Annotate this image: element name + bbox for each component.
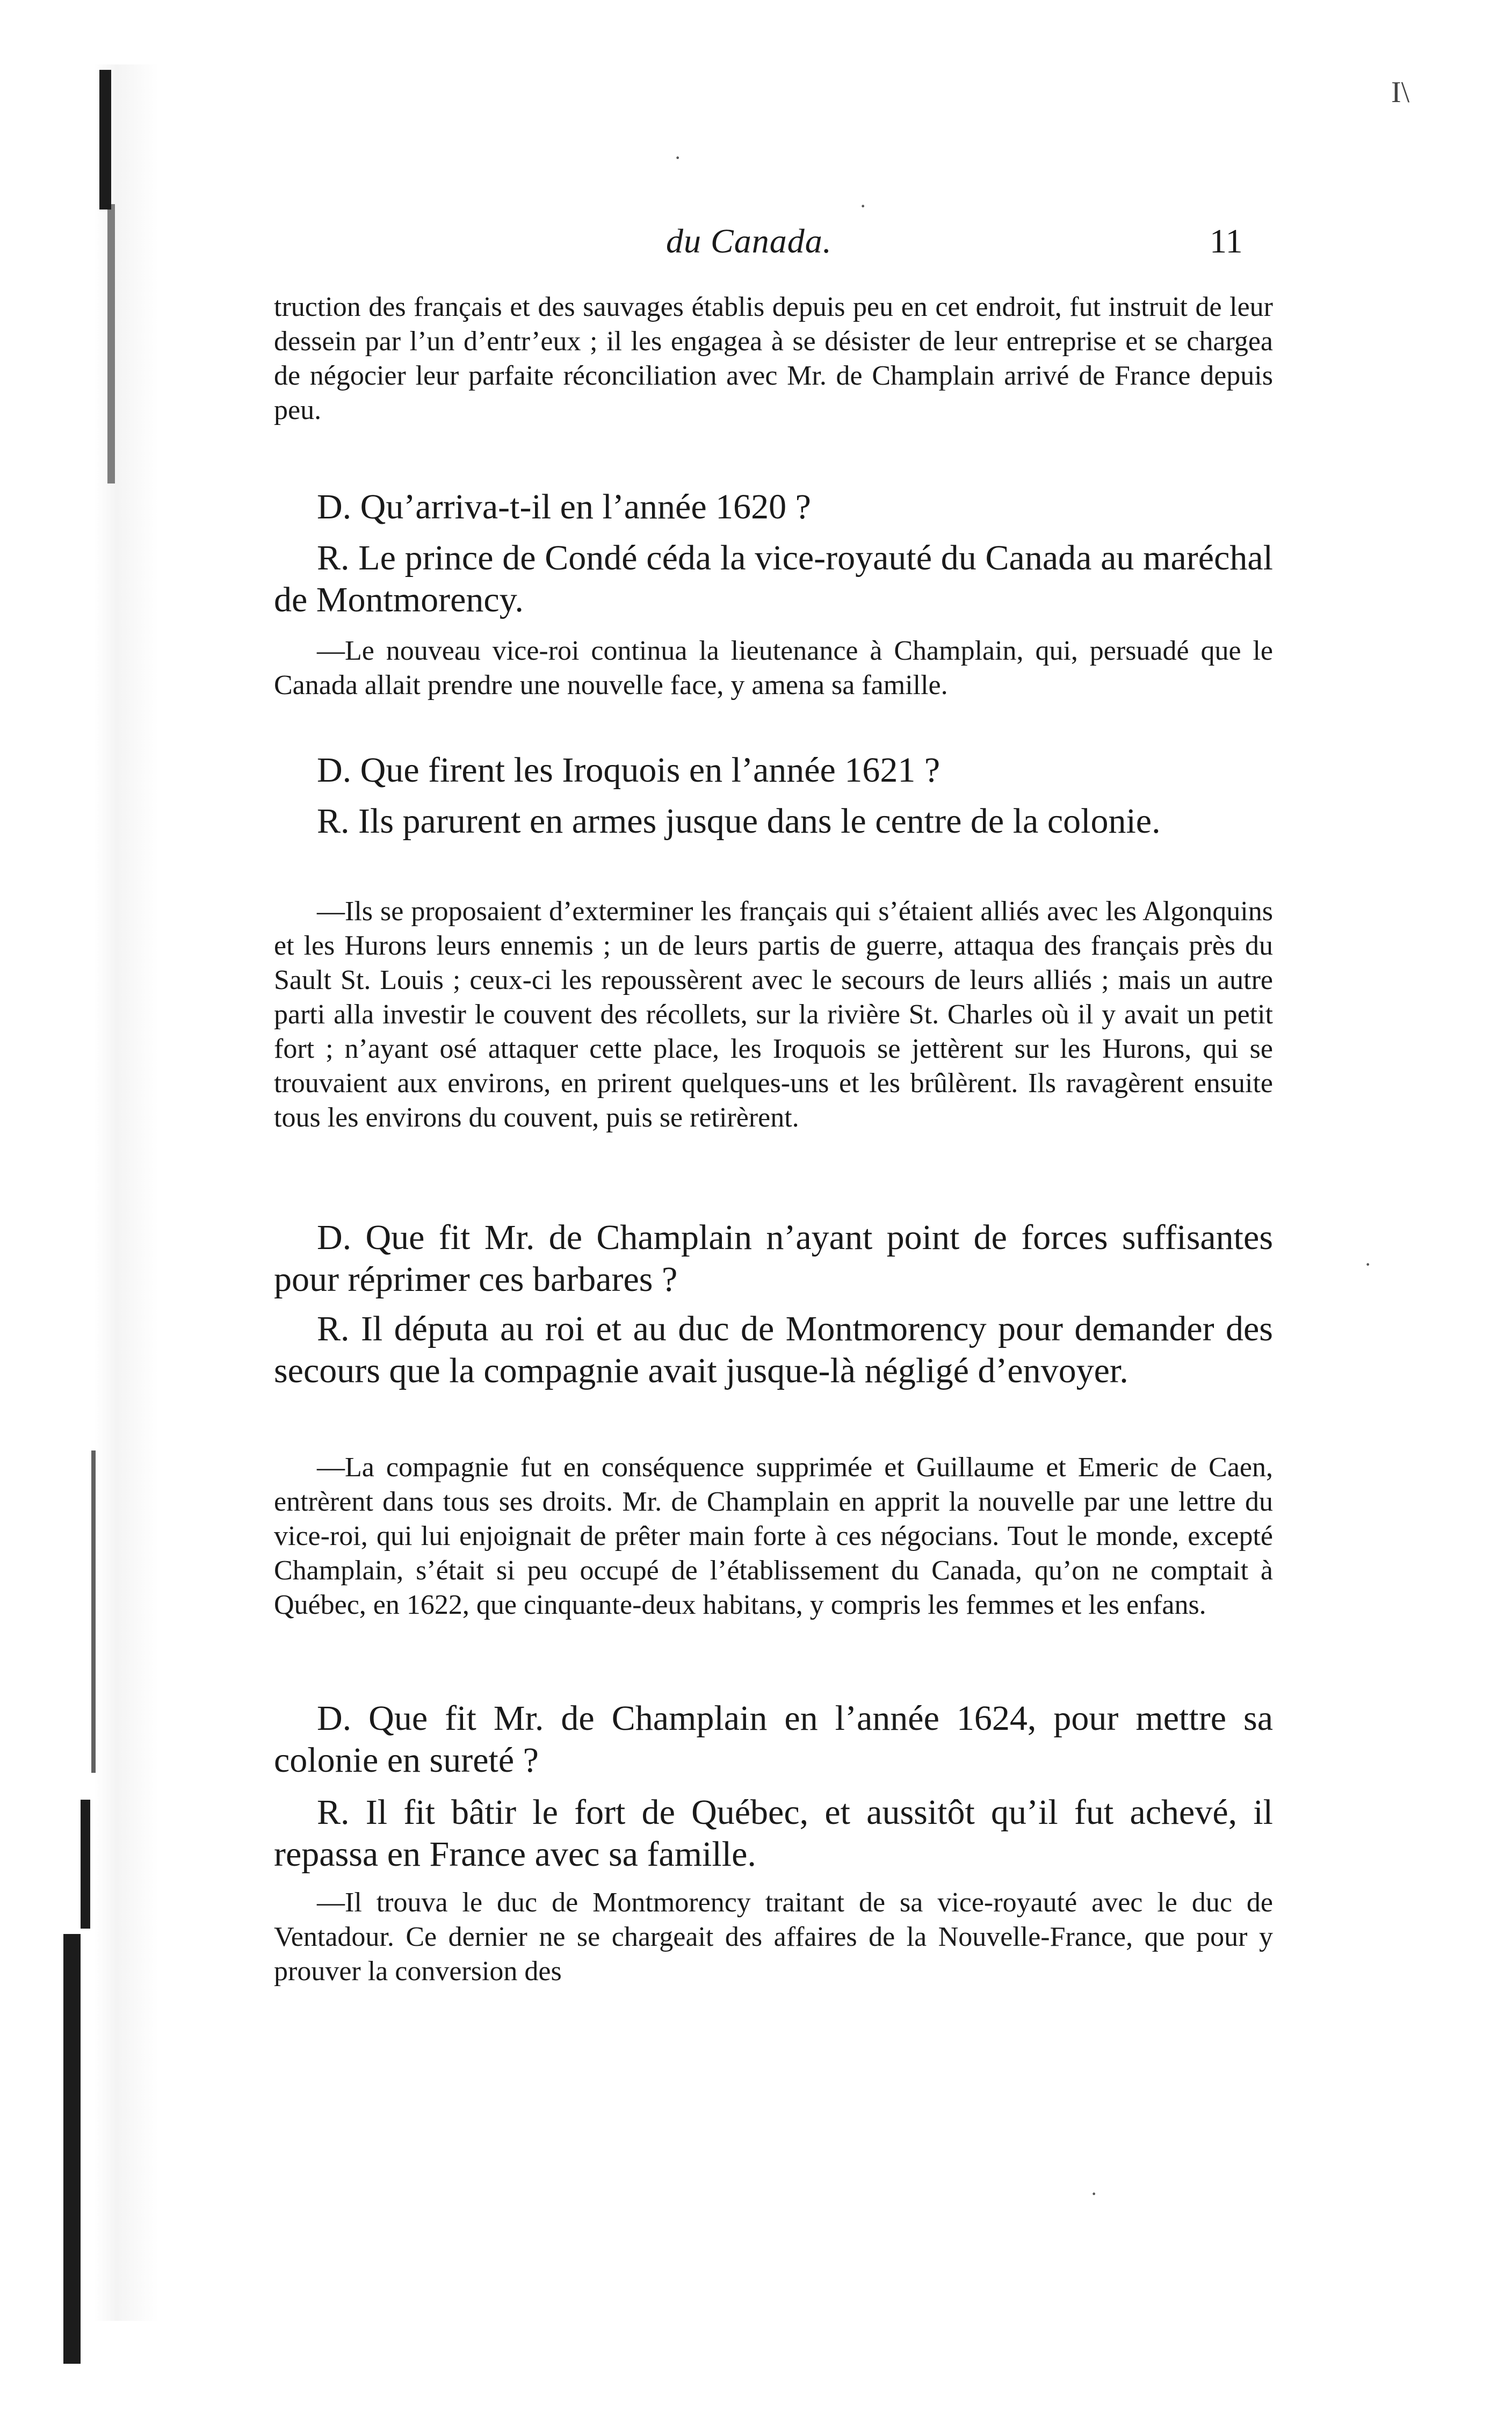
answer-1620 (274, 537, 1273, 633)
page-number: 11 (1210, 222, 1243, 260)
question-1624 (274, 1698, 1273, 1793)
note-text: —Il trouva le duc de Montmorency traitant de sa vice-royauté avec le duc de Ventadour. Ce dernier ne se chargeait des affaires de la Nouvelle-France, que pour y prouver la conversion des (274, 1887, 1273, 1987)
answer-forces (274, 1308, 1273, 1404)
answer-text: R. Le prince de Condé céda la vice-royauté du Canada au maréchal de Montmorency. (274, 538, 1273, 619)
note-1620 (274, 634, 1273, 714)
gutter-shadow (94, 64, 158, 2321)
answer-text: R. Il députa au roi et au duc de Montmorency pour demander des secours que la compagnie avait jusque-là négligé d’envoyer. (274, 1309, 1273, 1390)
scan-speck: · (674, 146, 682, 170)
note-text: —Ils se proposaient d’exterminer les français qui s’étaient alliés avec les Algonquins et les Hurons leurs ennemis ; un de leurs partis de guerre, attaqua des français près du Sault St. Louis ; ceux-ci les repoussèrent avec le secours de leurs alliés ; mais un autre parti alla investir le couvent des récollets, sur la rivière St. Charles où il y avait un petit fort ; n’ayant osé attaquer cette place, les Iroquois se jettèrent sur les Hurons, qui se trouvaient aux environs, en prirent quelques-uns et les brûlèrent. Ils ravagèrent ensuite tous les environs du couvent, puis se retirèrent. (274, 896, 1273, 1133)
question-text: D. Que fit Mr. de Champlain n’ayant point de forces suffisantes pour réprimer ces barbares ? (274, 1218, 1273, 1299)
answer-text: R. Ils parurent en armes jusque dans le centre de la colonie. (317, 802, 1161, 841)
note-text: —La compagnie fut en conséquence supprimée et Guillaume et Emeric de Caen, entrèrent dans tous ses droits. Mr. de Champlain en apprit la nouvelle par une lettre du vice-roi, qui lui enjoignait de prêter main forte à ces négocians. Tout le monde, excepté Champlain, s’était si peu occupé de l’établissement du Canada, qu’on ne comptait à Québec, en 1622, que cinquante-deux habitans, y compris les femmes et les enfans. (274, 1452, 1273, 1620)
spine-mark-top (99, 70, 111, 210)
question-text: D. Que fit Mr. de Champlain en l’année 1624, pour mettre sa colonie en sureté ? (274, 1699, 1273, 1780)
answer-1621 (274, 800, 1273, 854)
question-1620 (274, 486, 1273, 540)
paragraph-text: truction des français et des sauvages établis depuis peu en cet endroit, fut instruit de leur dessein par l’un d’entr’eux ; il les engagea à se désister de leur entreprise et se chargea de négocier leur parfaite réconciliation avec Mr. de Champlain arrivé de France depuis peu. (274, 292, 1273, 425)
note-1624 (274, 1886, 1273, 2001)
spine-mark-bottom (63, 1934, 81, 2364)
paragraph-continuation (274, 290, 1273, 439)
question-text: D. Que firent les Iroquois en l’année 1621 ? (317, 750, 941, 790)
scan-speck: · (859, 194, 867, 218)
question-forces (274, 1217, 1273, 1312)
question-1621 (274, 749, 1273, 803)
answer-1624 (274, 1792, 1273, 1887)
spine-mark-middle (91, 1450, 96, 1773)
note-compagnie (274, 1450, 1273, 1634)
note-text: —Le nouveau vice-roi continua la lieutenance à Champlain, qui, persuadé que le Canada allait prendre une nouvelle face, y amena sa famille. (274, 636, 1273, 701)
spine-mark-upper (107, 204, 115, 483)
corner-mark: I\ (1391, 76, 1410, 109)
answer-text: R. Il fit bâtir le fort de Québec, et aussitôt qu’il fut achevé, il repassa en France avec sa famille. (274, 1793, 1273, 1874)
question-text: D. Qu’arriva-t-il en l’année 1620 ? (317, 487, 811, 526)
spine-mark-lower (81, 1800, 90, 1929)
scan-speck: · (1090, 2182, 1098, 2206)
running-header-title: du Canada. (666, 222, 832, 260)
scan-speck: · (1364, 1252, 1372, 1276)
note-1621 (274, 894, 1273, 1147)
